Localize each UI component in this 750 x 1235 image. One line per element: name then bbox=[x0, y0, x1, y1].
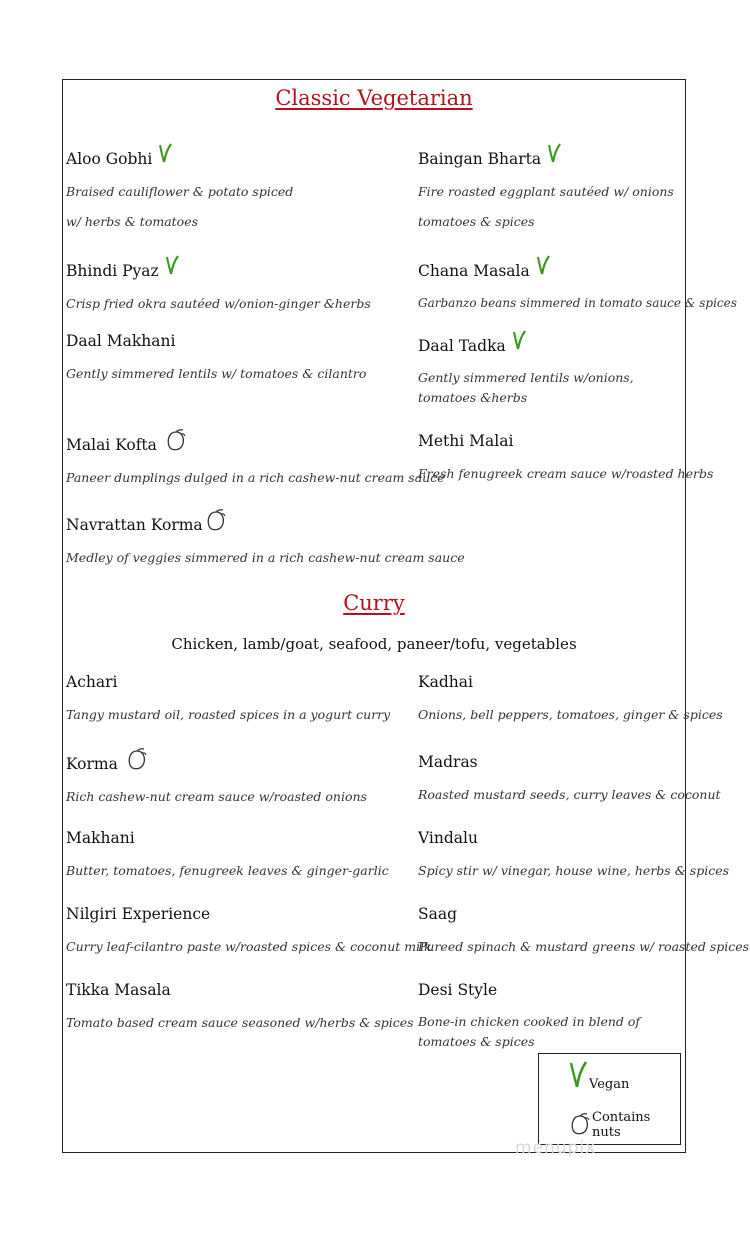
item-name: Saag bbox=[418, 905, 458, 923]
item-description: Tomato based cream sauce seasoned w/herbs & spices bbox=[66, 1015, 414, 1030]
item-name: Daal Tadka bbox=[418, 337, 506, 355]
item-name: Aloo Gobhi bbox=[66, 150, 153, 168]
item-description: Garbanzo beans simmered in tomato sauce & spices bbox=[418, 296, 737, 310]
menu-item-saag bbox=[418, 905, 749, 957]
item-name: Desi Style bbox=[418, 981, 498, 999]
item-name: Malai Kofta bbox=[66, 436, 157, 454]
vegan-leaf-icon bbox=[569, 1060, 587, 1092]
item-description: Gently simmered lentils w/onions, tomatoes &herbs bbox=[418, 370, 634, 405]
legend-nuts-label: Contains nuts bbox=[592, 1110, 651, 1140]
menu-item-vindalu bbox=[418, 829, 729, 881]
item-description: Paneer dumplings dulged in a rich cashew-nut cream sauce bbox=[66, 470, 445, 485]
menu-item-madras bbox=[418, 753, 721, 805]
item-description: Roasted mustard seeds, curry leaves & coconut bbox=[418, 787, 721, 802]
menu-item-chana-masala bbox=[418, 255, 737, 313]
item-description: Medley of veggies simmered in a rich cashew-nut cream sauce bbox=[66, 550, 465, 565]
curry-protein-options: Chicken, lamb/goat, seafood, paneer/tofu, vegetables bbox=[171, 635, 577, 653]
legend-vegan bbox=[569, 1060, 629, 1092]
section-title-vegetarian: Classic Vegetarian bbox=[275, 86, 473, 110]
menu-item-aloo-gobhi bbox=[66, 143, 293, 232]
menu-item-methi-malai bbox=[418, 432, 713, 484]
item-description: Crisp fried okra sautéed w/onion-ginger &herbs bbox=[66, 296, 371, 311]
item-description: Butter, tomatoes, fenugreek leaves & ginger-garlic bbox=[66, 863, 389, 878]
item-name: Methi Malai bbox=[418, 432, 514, 450]
item-name: Tikka Masala bbox=[66, 981, 171, 999]
menu-item-achari bbox=[66, 673, 390, 725]
item-description: Bone-in chicken cooked in blend of tomatoes & spices bbox=[418, 1014, 641, 1049]
item-name: Baingan Bharta bbox=[418, 150, 542, 168]
nut-icon bbox=[205, 508, 227, 536]
menu-item-nilgiri-experience bbox=[66, 905, 432, 957]
item-description: Braised cauliflower & potato spiced w/ herbs & tomatoes bbox=[66, 184, 294, 229]
item-name: Nilgiri Experience bbox=[66, 905, 211, 923]
item-name: Makhani bbox=[66, 829, 135, 847]
item-name: Kadhai bbox=[418, 673, 473, 691]
menu-item-daal-makhani bbox=[66, 332, 366, 384]
item-description: Fire roasted eggplant sautéed w/ onions tomatoes & spices bbox=[418, 184, 674, 229]
watermark: menupix bbox=[515, 1138, 597, 1158]
menu-item-tikka-masala bbox=[66, 981, 414, 1033]
item-description: Rich cashew-nut cream sauce w/roasted onions bbox=[66, 789, 367, 804]
item-description: Curry leaf-cilantro paste w/roasted spices & coconut milk bbox=[66, 939, 432, 954]
menu-item-malai-kofta bbox=[66, 428, 445, 488]
item-name: Bhindi Pyaz bbox=[66, 262, 159, 280]
item-name: Navrattan Korma bbox=[66, 516, 203, 534]
item-description: Spicy stir w/ vinegar, house wine, herbs & spices bbox=[418, 863, 730, 878]
vegan-leaf-icon bbox=[547, 143, 561, 167]
menu-item-baingan-bharta bbox=[418, 143, 674, 232]
vegan-leaf-icon bbox=[158, 143, 172, 167]
menu-item-korma bbox=[66, 747, 367, 807]
menu-item-desi-style bbox=[418, 981, 680, 1052]
menu-item-kadhai bbox=[418, 673, 723, 725]
item-name: Korma bbox=[66, 755, 118, 773]
item-name: Madras bbox=[418, 753, 478, 771]
icon-legend bbox=[538, 1053, 681, 1145]
vegan-leaf-icon bbox=[512, 330, 526, 354]
nut-icon bbox=[165, 428, 187, 456]
menu-item-daal-tadka bbox=[418, 330, 680, 408]
nut-icon bbox=[126, 747, 148, 775]
item-name: Vindalu bbox=[418, 829, 478, 847]
nut-icon bbox=[569, 1112, 591, 1140]
item-description: Tangy mustard oil, roasted spices in a yogurt curry bbox=[66, 707, 391, 722]
vegan-leaf-icon bbox=[165, 255, 179, 279]
vegan-leaf-icon bbox=[536, 255, 550, 279]
section-title-curry: Curry bbox=[343, 591, 405, 615]
legend-nuts bbox=[569, 1110, 680, 1140]
item-description: Gently simmered lentils w/ tomatoes & cilantro bbox=[66, 366, 367, 381]
menu-item-navrattan-korma bbox=[66, 508, 465, 568]
item-description: Fresh fenugreek cream sauce w/roasted herbs bbox=[418, 466, 714, 481]
item-description: Pureed spinach & mustard greens w/ roasted spices bbox=[418, 939, 750, 954]
item-name: Daal Makhani bbox=[66, 332, 176, 350]
menu-item-bhindi-pyaz bbox=[66, 255, 371, 314]
legend-vegan-label: Vegan bbox=[589, 1077, 630, 1092]
item-description: Onions, bell peppers, tomatoes, ginger & spices bbox=[418, 707, 723, 722]
menu-item-makhani bbox=[66, 829, 389, 881]
item-name: Chana Masala bbox=[418, 262, 530, 280]
item-name: Achari bbox=[66, 673, 118, 691]
